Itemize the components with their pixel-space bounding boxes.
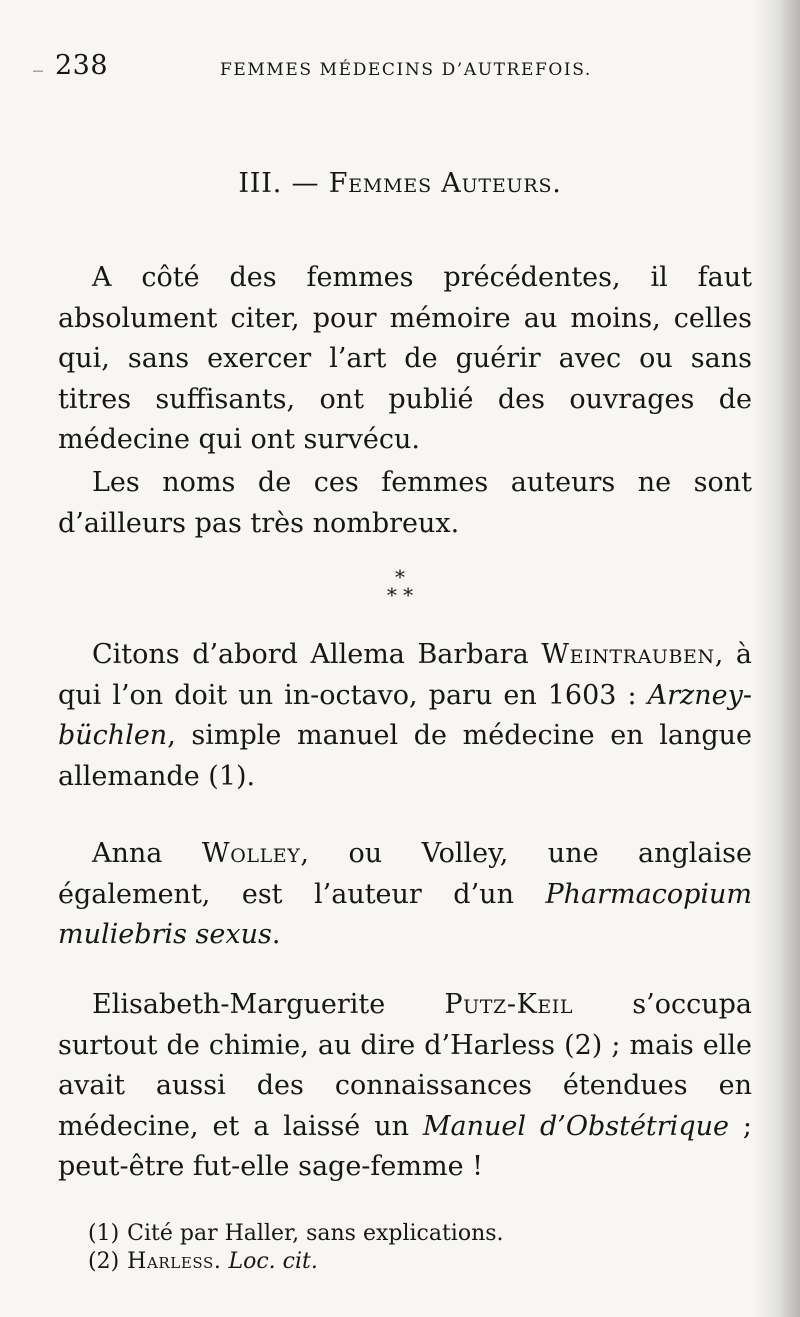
footnote-2 xyxy=(88,1248,748,1276)
paragraph-1 xyxy=(58,258,752,461)
work-title-arzneybuchlen: Arzney-büchlen xyxy=(58,679,752,751)
author-name-weintrauben: Weintrauben xyxy=(541,639,715,670)
paragraph-1-text: A côté des femmes précédentes, il faut absolument citer, pour mémoire au moins, celles qui, sans exercer l’art de guérir avec ou sans titres suffisants, ont publié des ouvrages de médecine qui ont survécu. xyxy=(58,262,752,455)
author-name-wolley: Wolley xyxy=(201,838,301,869)
asterism-top: * xyxy=(395,565,405,589)
paragraph-4-text-b: , ou Volley, une anglaise également, est l’auteur d’un xyxy=(58,838,752,910)
footnote-2-reference: Loc. cit. xyxy=(228,1249,318,1274)
paragraph-5-text-b: s’occupa surtout de chimie, au dire d’Harless (2) ; mais elle avait aussi des connaissances étendues en médecine, et a laissé un xyxy=(58,989,753,1142)
paragraph-5-text-a: Elisabeth-Marguerite xyxy=(92,989,445,1020)
footnote-2-author: Harless. xyxy=(127,1249,222,1274)
page-number: _ 238 xyxy=(55,50,108,81)
asterism-bottom: * * xyxy=(386,583,414,607)
paragraph-5-text-c: ; peut-être fut-elle sage-femme ! xyxy=(58,1110,752,1182)
paragraph-2-text: Les noms de ces femmes auteurs ne sont d’ailleurs pas très nombreux. xyxy=(58,467,752,539)
paragraph-4-text-a: Anna xyxy=(92,838,202,869)
footnotes xyxy=(88,1220,748,1276)
asterism xyxy=(0,565,800,607)
footnote-1-mark: (1) xyxy=(88,1221,120,1246)
author-name-putz-keil: Putz-Keil xyxy=(444,989,574,1020)
paragraph-3-text-c: , simple manuel de médecine en langue allemande (1). xyxy=(58,720,752,792)
running-title: FEMMES MÉDECINS D’AUTREFOIS. xyxy=(220,60,592,80)
paragraph-4-text-c: . xyxy=(271,919,281,950)
footnote-1 xyxy=(88,1220,748,1248)
footnote-1-text: Cité par Haller, sans explications. xyxy=(127,1221,504,1246)
paragraph-3-text-b: , à qui l’on doit un in-octavo, paru en 1603 : xyxy=(58,639,752,711)
running-head xyxy=(0,50,800,90)
paragraph-3-text-a: Citons d’abord Allema Barbara xyxy=(92,639,542,670)
paragraph-3 xyxy=(58,635,752,797)
paragraph-5 xyxy=(58,985,752,1188)
paragraph-4 xyxy=(58,834,752,956)
work-title-pharmacopium: Pharmacopium muliebris sexus xyxy=(58,878,752,950)
paragraph-2 xyxy=(58,463,752,544)
footnote-2-mark: (2) xyxy=(88,1249,120,1274)
work-title-manuel-obstetrique: Manuel d’Obstétrique xyxy=(422,1110,729,1142)
section-title: III. — Femmes Auteurs. xyxy=(238,168,562,199)
